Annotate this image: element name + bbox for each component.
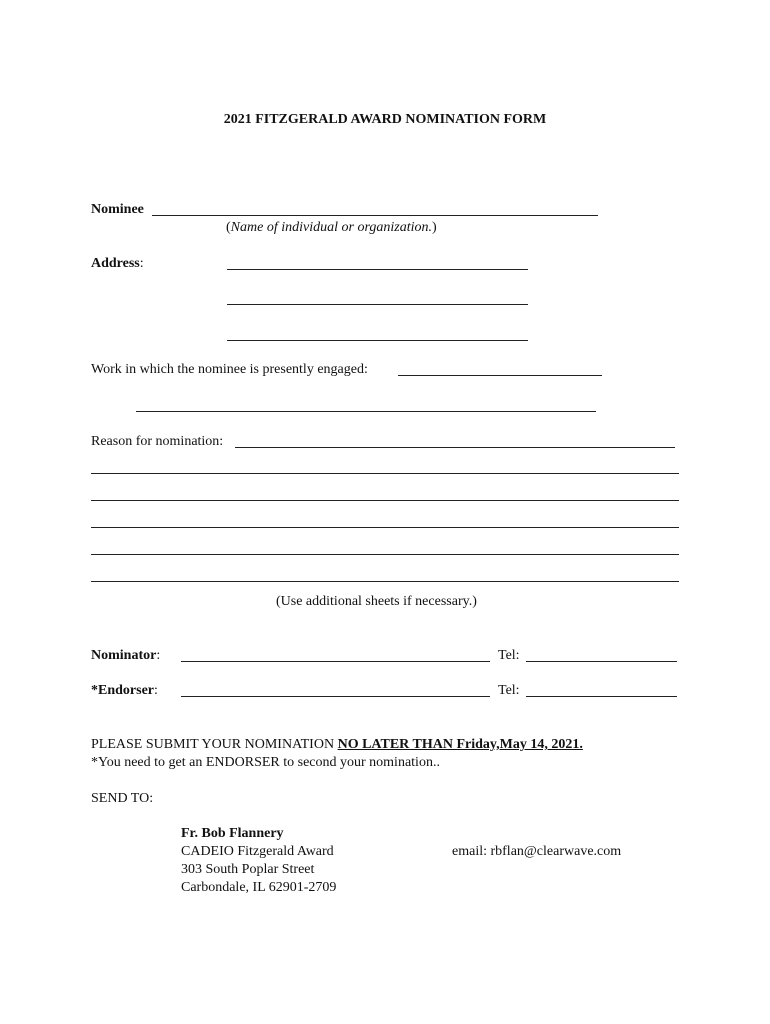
recipient-street: 303 South Poplar Street — [181, 862, 315, 877]
nominee-field[interactable] — [152, 215, 598, 216]
reason-line-3[interactable] — [91, 500, 679, 501]
nominator-tel-label: Tel: — [498, 648, 520, 663]
address-line-2[interactable] — [227, 304, 528, 305]
submit-instruction: PLEASE SUBMIT YOUR NOMINATION NO LATER THAN Friday,May 14, 2021. — [91, 737, 583, 752]
nominator-label: Nominator: — [91, 648, 161, 663]
reason-line-1[interactable] — [235, 447, 675, 448]
additional-sheets-note: (Use additional sheets if necessary.) — [276, 594, 477, 609]
endorser-note: *You need to get an ENDORSER to second your nomination.. — [91, 755, 440, 770]
reason-line-2[interactable] — [91, 473, 679, 474]
recipient-email[interactable]: email: rbflan@clearwave.com — [452, 844, 622, 859]
recipient-org: CADEIO Fitzgerald Award — [181, 844, 334, 859]
work-field-line-2[interactable] — [136, 411, 596, 412]
nominee-hint: (Name of individual or organization.) — [226, 220, 437, 235]
address-label: Address: — [91, 256, 144, 271]
reason-line-5[interactable] — [91, 554, 679, 555]
nominee-label: Nominee — [91, 202, 144, 217]
work-label: Work in which the nominee is presently engaged: — [91, 362, 368, 377]
work-field[interactable] — [398, 375, 602, 376]
nominator-field[interactable] — [181, 661, 490, 662]
deadline: NO LATER THAN Friday,May 14, 2021. — [337, 737, 583, 752]
endorser-field[interactable] — [181, 696, 490, 697]
recipient-city: Carbondale, IL 62901-2709 — [181, 880, 337, 895]
reason-line-6[interactable] — [91, 581, 679, 582]
address-line-1[interactable] — [227, 269, 528, 270]
page-title: 2021 FITZGERALD AWARD NOMINATION FORM — [223, 112, 547, 127]
endorser-tel-label: Tel: — [498, 683, 520, 698]
reason-label: Reason for nomination: — [91, 434, 224, 449]
endorser-label: *Endorser: — [91, 683, 158, 698]
endorser-tel-field[interactable] — [526, 696, 677, 697]
recipient-name: Fr. Bob Flannery — [181, 826, 284, 841]
reason-line-4[interactable] — [91, 527, 679, 528]
nominator-tel-field[interactable] — [526, 661, 677, 662]
send-to-label: SEND TO: — [91, 791, 154, 806]
address-line-3[interactable] — [227, 340, 528, 341]
